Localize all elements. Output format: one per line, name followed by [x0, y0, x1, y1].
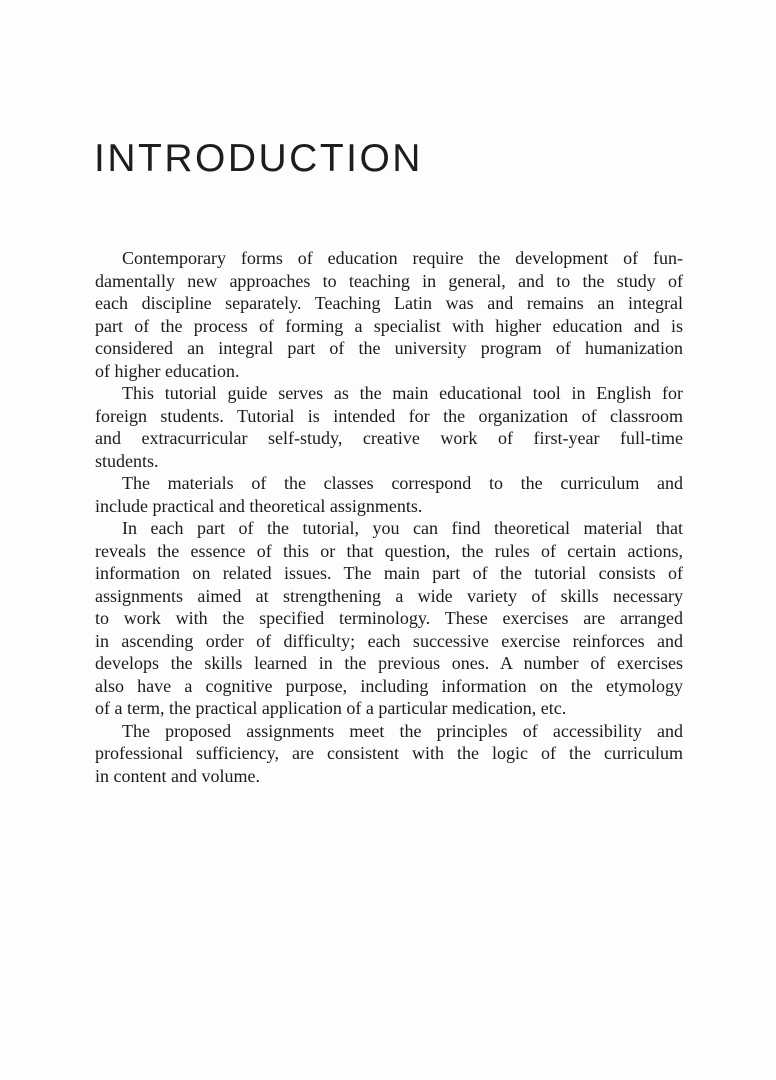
- text-line: considered an integral part of the university program of humanization: [95, 338, 683, 358]
- text-line: This tutorial guide serves as the main educational tool in English for: [122, 383, 683, 403]
- text-line: The materials of the classes correspond to the curriculum and: [122, 473, 683, 493]
- text-line: also have a cognitive purpose, including information on the etymology: [95, 675, 683, 696]
- text-line: information on related issues. The main part of the tutorial consists of: [95, 563, 683, 583]
- paragraph: [95, 382, 683, 472]
- paragraph: [95, 472, 683, 517]
- text-line: students.: [95, 450, 159, 471]
- text-line: and extracurricular self-study, creative work of first-year full-time: [95, 428, 683, 448]
- paragraph: [95, 247, 683, 382]
- text-line: of higher education.: [95, 360, 240, 381]
- text-line: include practical and theoretical assignments.: [95, 495, 423, 516]
- text-line: to work with the specified terminology. These exercises are arranged: [95, 608, 683, 628]
- text-line: assignments aimed at strengthening a wide variety of skills necessary: [95, 585, 683, 606]
- text-line: part of the process of forming a specialist with higher education and is: [95, 315, 683, 336]
- text-line: reveals the essence of this or that question, the rules of certain actions,: [95, 540, 683, 561]
- text-line: each discipline separately. Teaching Latin was and remains an integral: [95, 293, 683, 313]
- text-line: in content and volume.: [95, 765, 260, 786]
- text-line: develops the skills learned in the previous ones. A number of exercises: [95, 653, 683, 673]
- text-line: In each part of the tutorial, you can find theoretical material that: [122, 518, 683, 538]
- paragraph: [95, 517, 683, 720]
- text-line: damentally new approaches to teaching in general, and to the study of: [95, 270, 683, 291]
- text-line: in ascending order of difficulty; each successive exercise reinforces and: [95, 630, 683, 651]
- page-title: INTRODUCTION: [94, 137, 423, 180]
- text-line: of a term, the practical application of a particular medication, etc.: [95, 698, 567, 718]
- text-line: Contemporary forms of education require the development of fun-: [122, 248, 683, 268]
- text-line: foreign students. Tutorial is intended for the organization of classroom: [95, 405, 683, 426]
- text-line: The proposed assignments meet the principles of accessibility and: [122, 720, 683, 741]
- paragraph: [95, 720, 683, 788]
- text-line: professional sufficiency, are consistent with the logic of the curriculum: [95, 743, 683, 763]
- document-body: [95, 247, 683, 787]
